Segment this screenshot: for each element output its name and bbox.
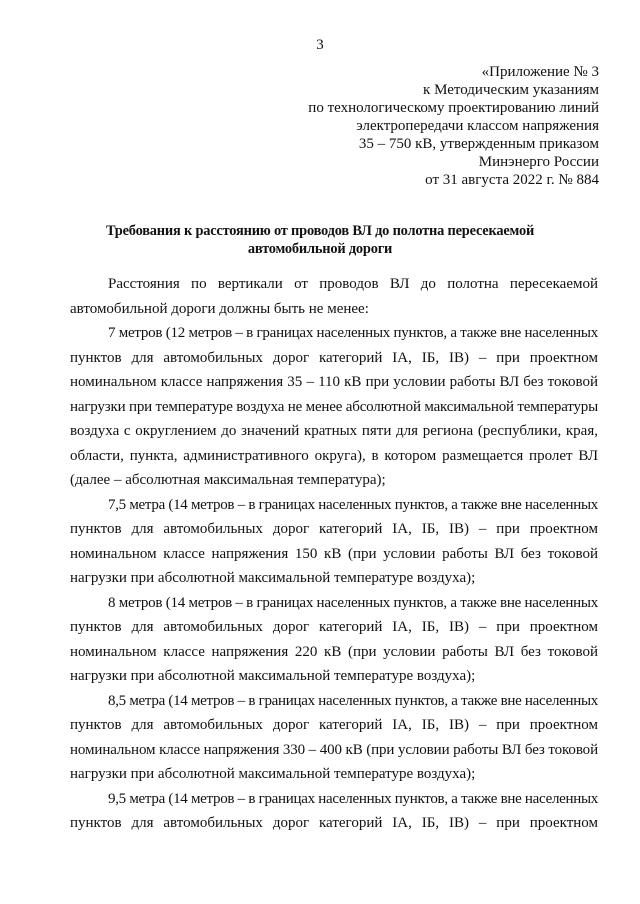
paragraph-line: 8 метров (14 метров – в границах населенных пунктов, а также вне населенных <box>108 594 598 611</box>
paragraph-line: номинальном классе напряжения 330 – 400 кВ (при условии работы ВЛ без токовой <box>70 741 598 758</box>
paragraph-line: автомобильной дороги должны быть не менее: <box>70 300 369 317</box>
paragraph-line: 7 метров (12 метров – в границах населенных пунктов, а также вне населенных <box>108 325 598 341</box>
page-number: 3 <box>316 37 324 53</box>
document-title <box>80 223 560 258</box>
appendix-line: от 31 августа 2022 г. № 884 <box>425 172 599 188</box>
appendix-line: 35 – 750 кВ, утвержденным приказом <box>358 136 599 152</box>
appendix-line: электропередачи классом напряжения <box>356 118 599 134</box>
paragraph-line: нагрузки при абсолютной максимальной температуре воздуха); <box>70 766 476 782</box>
paragraph-line: воздуха с округлением до значений кратных пяти для региона (республики, края, <box>70 423 598 439</box>
paragraph-line: номинальном классе напряжения 35 – 110 кВ при условии работы ВЛ без токовой <box>70 374 598 390</box>
paragraph <box>70 591 598 689</box>
paragraph-line: (далее – абсолютная максимальная температура); <box>70 472 386 488</box>
paragraph <box>70 321 598 493</box>
paragraph <box>70 689 598 787</box>
paragraph-line: нагрузки при температуре воздуха не менее абсолютной максимальной температуры <box>70 398 598 415</box>
appendix-line: к Методическим указаниям <box>423 82 599 98</box>
appendix-line: Минэнерго России <box>478 154 599 170</box>
document-body <box>70 272 598 836</box>
paragraph <box>70 493 598 591</box>
paragraph-line: пунктов для автомобильных дорог категорий IA, IБ, IB) – при проектном <box>70 521 598 537</box>
paragraph-line: 9,5 метра (14 метров – в границах населенных пунктов, а также вне населенных <box>108 790 598 807</box>
title-line: Требования к расстоянию от проводов ВЛ до полотна пересекаемой <box>105 223 535 239</box>
paragraph-line: 7,5 метра (14 метров – в границах населенных пунктов, а также вне населенных <box>108 496 598 513</box>
appendix-header <box>259 63 599 189</box>
paragraph-line: области, пункта, административного округа), в котором размещается пролет ВЛ <box>70 447 598 464</box>
paragraph-line: нагрузки при абсолютной максимальной температуре воздуха); <box>70 668 476 684</box>
paragraph <box>70 272 598 321</box>
appendix-line: «Приложение № 3 <box>481 64 599 80</box>
paragraph-line: пунктов для автомобильных дорог категорий IA, IБ, IB) – при проектном <box>70 619 598 635</box>
paragraph-line: пунктов для автомобильных дорог категорий IA, IБ, IB) – при проектном <box>70 815 598 831</box>
paragraph-line: Расстояния по вертикали от проводов ВЛ до полотна пересекаемой <box>108 276 598 292</box>
paragraph-line: 8,5 метра (14 метров – в границах населенных пунктов, а также вне населенных <box>108 692 598 709</box>
paragraph-line: пунктов для автомобильных дорог категорий IA, IБ, IB) – при проектном <box>70 717 598 733</box>
paragraph <box>70 787 598 836</box>
paragraph-line: нагрузки при абсолютной максимальной температуре воздуха); <box>70 570 476 586</box>
title-line: автомобильной дороги <box>247 240 393 257</box>
paragraph-line: номинальном классе напряжения 220 кВ (при условии работы ВЛ без токовой <box>70 643 598 660</box>
appendix-line: по технологическому проектированию линий <box>308 100 599 116</box>
paragraph-line: номинальном классе напряжения 150 кВ (при условии работы ВЛ без токовой <box>70 545 598 562</box>
paragraph-line: пунктов для автомобильных дорог категорий IA, IБ, IB) – при проектном <box>70 349 598 366</box>
